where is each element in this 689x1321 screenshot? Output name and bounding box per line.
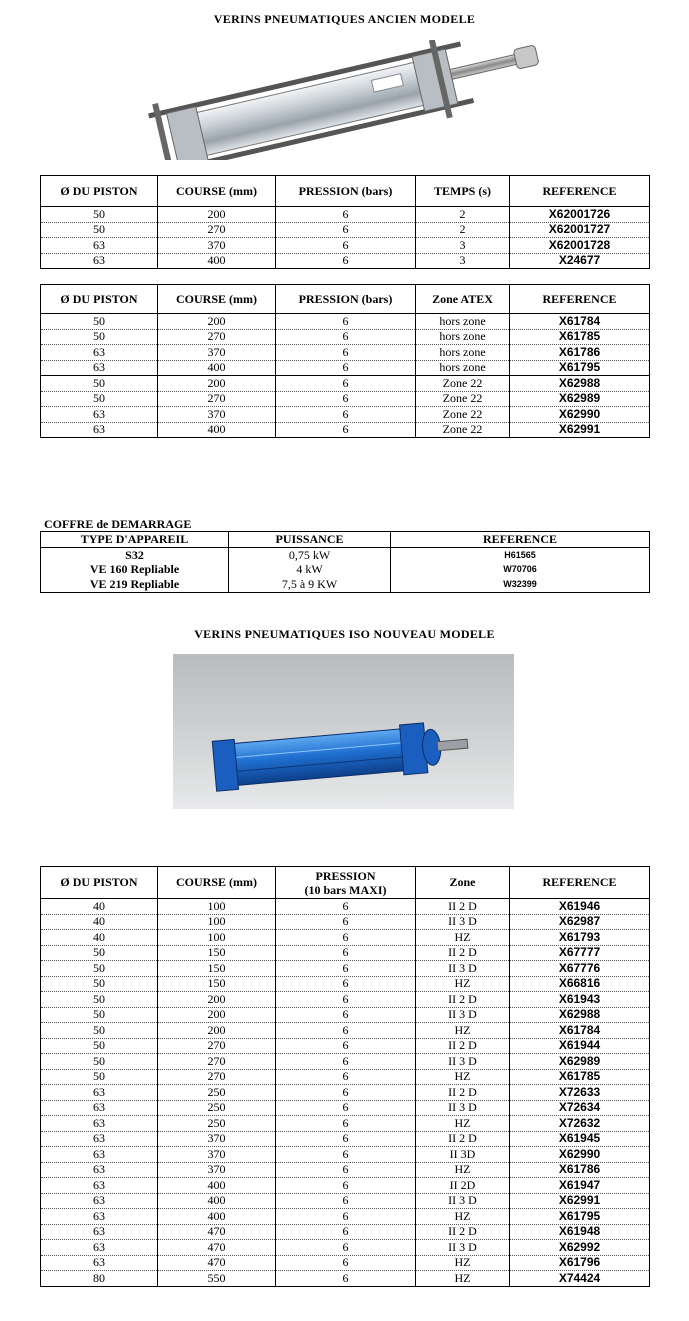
cell-puissance: 4 kW [229, 563, 391, 578]
cell-piston: 40 [41, 914, 158, 930]
table-body [41, 207, 650, 269]
table-row [41, 391, 650, 407]
cell-zone: HZ [416, 976, 510, 992]
table-row [41, 976, 650, 992]
cell-zone: HZ [416, 1023, 510, 1039]
cell-zone: II 2 D [416, 1131, 510, 1147]
table-row [41, 238, 650, 254]
table-row [41, 1193, 650, 1209]
cell-piston: 63 [93, 422, 105, 437]
cell-reference: X62991 [510, 422, 650, 438]
cell-zone: II 3 D [416, 1100, 510, 1116]
cell-piston: 40 [41, 899, 158, 915]
table-row [41, 345, 650, 361]
table-row [41, 577, 650, 592]
table-row [41, 329, 650, 345]
cell-reference: X67777 [510, 945, 650, 961]
table-header-row [41, 176, 650, 207]
header-reference: REFERENCE [510, 176, 650, 207]
cell-course: 370 [158, 345, 276, 361]
cell-pression: 6 [276, 1023, 416, 1039]
cell-course: 370 [158, 238, 276, 254]
cell-course: 250 [158, 1116, 276, 1132]
cell-pression: 6 [276, 1224, 416, 1240]
cell-piston: 50 [41, 1023, 158, 1039]
cell-zone: HZ [416, 1162, 510, 1178]
cell-pression: 6 [276, 222, 416, 238]
table-row [41, 945, 650, 961]
table-row [41, 1131, 650, 1147]
cell-pression: 6 [276, 1240, 416, 1256]
cell-zone-atex: hors zone [416, 314, 510, 330]
cell-pression: 6 [276, 976, 416, 992]
cell-pression: 6 [276, 930, 416, 946]
cell-pression: 6 [276, 1162, 416, 1178]
cell-piston: 63 [41, 238, 158, 254]
cell-piston: 50 [41, 992, 158, 1008]
cell-course: 270 [158, 1069, 276, 1085]
cell-piston: 50 [41, 961, 158, 977]
table-row [41, 1100, 650, 1116]
table-row [41, 1116, 650, 1132]
cell-reference: X62001727 [510, 222, 650, 238]
cell-course: 200 [158, 992, 276, 1008]
cell-course: 200 [158, 1007, 276, 1023]
cell-piston: 63 [41, 1240, 158, 1256]
cell-pression: 6 [276, 391, 416, 407]
cell-course: 400 [158, 1178, 276, 1194]
header-pression: PRESSION (bars) [276, 285, 416, 314]
cell-course: 100 [158, 899, 276, 915]
cell-reference: W32399 [391, 577, 650, 592]
header-reference: REFERENCE [510, 285, 650, 314]
cell-pression: 6 [276, 1178, 416, 1194]
cell-piston: 63 [93, 253, 105, 268]
cell-course: 250 [158, 1100, 276, 1116]
table-row [41, 1147, 650, 1163]
cell-zone-atex: Zone 22 [416, 376, 510, 392]
cell-reference: X61943 [510, 992, 650, 1008]
header-zone-atex: Zone ATEX [416, 285, 510, 314]
header-pression [276, 867, 416, 899]
cell-zone: II 3 D [416, 1054, 510, 1070]
cell-temps: 2 [416, 222, 510, 238]
cell-zone: HZ [416, 1069, 510, 1085]
cell-reference: X61796 [510, 1255, 650, 1271]
cell-piston: 63 [41, 407, 158, 423]
cell-reference: X61784 [510, 314, 650, 330]
cell-reference: X72633 [510, 1085, 650, 1101]
cell-pression: 6 [276, 238, 416, 254]
cell-reference: X62992 [510, 1240, 650, 1256]
cell-piston: 63 [41, 1193, 158, 1209]
cell-piston: 63 [41, 345, 158, 361]
cell-pression: 6 [276, 360, 416, 376]
header-course: COURSE (mm) [158, 176, 276, 207]
table-row [41, 207, 650, 223]
table-row [41, 1085, 650, 1101]
cell-piston: 63 [41, 1162, 158, 1178]
cell-reference: X61793 [510, 930, 650, 946]
table-row [41, 314, 650, 330]
cell-course: 200 [158, 207, 276, 223]
cell-pression: 6 [276, 1054, 416, 1070]
header-reference: REFERENCE [510, 867, 650, 899]
table-row [41, 1240, 650, 1256]
cell-course: 150 [158, 961, 276, 977]
cell-zone-atex: hors zone [416, 329, 510, 345]
table-row [41, 1178, 650, 1194]
cell-course: 270 [158, 1054, 276, 1070]
cell-pression: 6 [276, 899, 416, 915]
cell-course: 150 [158, 945, 276, 961]
cell-pression: 6 [276, 345, 416, 361]
cell-reference: H61565 [391, 548, 650, 563]
cell-reference: X61795 [510, 1209, 650, 1225]
cell-pression: 6 [276, 945, 416, 961]
cell-reference: X62001726 [510, 207, 650, 223]
cell-piston: 50 [41, 1007, 158, 1023]
cell-zone: II 3 D [416, 1193, 510, 1209]
header-type-appareil: TYPE D'APPAREIL [41, 532, 229, 548]
cell-zone-atex: hors zone [416, 345, 510, 361]
cell-reference: X61786 [510, 1162, 650, 1178]
table-row [41, 1007, 650, 1023]
cell-reference: X62987 [510, 914, 650, 930]
cell-pression: 6 [276, 992, 416, 1008]
table-row [41, 1054, 650, 1070]
cell-pression: 6 [276, 1085, 416, 1101]
cell-reference: X62988 [510, 376, 650, 392]
cell-course: 470 [158, 1224, 276, 1240]
table-row [41, 548, 650, 563]
cell-type-appareil: VE 219 Repliable [41, 577, 229, 592]
cell-pression: 6 [276, 1271, 416, 1287]
cell-zone: II 3 D [416, 914, 510, 930]
cell-reference: X62988 [510, 1007, 650, 1023]
cell-zone-atex: Zone 22 [416, 391, 510, 407]
table-body [41, 899, 650, 1287]
cell-reference: X61945 [510, 1131, 650, 1147]
table-ancien-modele [40, 175, 650, 269]
cell-reference: X61786 [510, 345, 650, 361]
cell-course: 200 [158, 1023, 276, 1039]
table-header-row [41, 285, 650, 314]
cell-zone-atex: Zone 22 [416, 422, 510, 438]
cell-course: 200 [158, 376, 276, 392]
header-piston: Ø DU PISTON [41, 176, 158, 207]
table-row [41, 1224, 650, 1240]
cell-piston: 63 [41, 1085, 158, 1101]
table-row [41, 930, 650, 946]
cell-piston: 50 [41, 1038, 158, 1054]
cell-piston: 40 [41, 930, 158, 946]
table-row [41, 1162, 650, 1178]
cell-puissance: 0,75 kW [229, 548, 391, 563]
cell-course: 370 [158, 407, 276, 423]
cell-reference: X62989 [510, 391, 650, 407]
table-row [41, 914, 650, 930]
header-piston: Ø DU PISTON [41, 867, 158, 899]
cell-pression: 6 [276, 1255, 416, 1271]
coffre-caption: COFFRE de DEMARRAGE [44, 517, 192, 531]
cell-pression: 6 [276, 376, 416, 392]
cell-course: 370 [158, 1147, 276, 1163]
cell-piston: 63 [41, 1147, 158, 1163]
table-atex [40, 284, 650, 438]
cell-reference: X74424 [510, 1271, 650, 1287]
table-header-row [41, 867, 650, 899]
cell-reference: X61946 [510, 899, 650, 915]
cell-course: 370 [158, 1162, 276, 1178]
cell-type-appareil: S32 [41, 548, 229, 563]
table-row [41, 1038, 650, 1054]
header-pression-line1: PRESSION [315, 868, 376, 883]
cell-zone: II 2 D [416, 1224, 510, 1240]
cell-course: 150 [158, 976, 276, 992]
header-reference: REFERENCE [391, 532, 650, 548]
cell-pression: 6 [276, 329, 416, 345]
cell-piston: 50 [41, 1054, 158, 1070]
cylinder-old-model-image [140, 40, 550, 160]
cell-course: 370 [158, 1131, 276, 1147]
header-pression-line2: (10 bars MAXI) [304, 882, 387, 897]
cell-pression: 6 [276, 1007, 416, 1023]
cell-course: 400 [158, 360, 276, 376]
cell-pression: 6 [276, 961, 416, 977]
table-row [41, 992, 650, 1008]
cell-course: 400 [158, 253, 276, 269]
cell-pression: 6 [276, 1209, 416, 1225]
cell-pression: 6 [276, 1069, 416, 1085]
cell-zone: HZ [416, 1271, 510, 1287]
cell-course: 270 [158, 222, 276, 238]
cylinder-iso-model-image [173, 654, 514, 809]
header-piston: Ø DU PISTON [41, 285, 158, 314]
header-temps: TEMPS (s) [416, 176, 510, 207]
table-row [41, 1023, 650, 1039]
cell-zone: HZ [416, 1116, 510, 1132]
cell-zone: II 2 D [416, 1038, 510, 1054]
cell-course: 270 [158, 329, 276, 345]
cell-zone: HZ [416, 930, 510, 946]
table-row [41, 899, 650, 915]
table-row [41, 360, 650, 376]
cell-reference: X61784 [510, 1023, 650, 1039]
cell-zone: II 2 D [416, 1085, 510, 1101]
header-pression: PRESSION (bars) [276, 176, 416, 207]
cell-course: 470 [158, 1255, 276, 1271]
cell-piston: 50 [41, 391, 158, 407]
table-body [41, 548, 650, 593]
table-row [41, 1271, 650, 1287]
cell-reference: X66816 [510, 976, 650, 992]
cell-piston: 80 [93, 1270, 105, 1285]
cell-zone: II 3D [416, 1147, 510, 1163]
cell-course: 270 [158, 391, 276, 407]
cell-piston: 50 [41, 329, 158, 345]
cell-course: 400 [158, 1209, 276, 1225]
cell-temps: 2 [416, 207, 510, 223]
cell-course: 270 [158, 1038, 276, 1054]
cell-course: 100 [158, 930, 276, 946]
cell-pression: 6 [276, 253, 416, 269]
cell-piston: 50 [41, 222, 158, 238]
cell-reference: X62001728 [510, 238, 650, 254]
cell-zone: II 3 D [416, 1007, 510, 1023]
cell-pression: 6 [276, 1038, 416, 1054]
cell-reference: X61795 [510, 360, 650, 376]
cell-pression: 6 [276, 914, 416, 930]
cell-piston: 63 [41, 1116, 158, 1132]
cell-pression: 6 [276, 422, 416, 438]
cell-course: 400 [158, 422, 276, 438]
cell-course: 100 [158, 914, 276, 930]
cell-piston: 63 [41, 360, 158, 376]
table-body [41, 314, 650, 438]
cell-zone: II 2 D [416, 899, 510, 915]
cell-reference: X72634 [510, 1100, 650, 1116]
cell-piston: 50 [41, 945, 158, 961]
cell-reference: X24677 [510, 253, 650, 269]
cell-zone: II 2 D [416, 945, 510, 961]
table-row [41, 407, 650, 423]
cell-reference: X61785 [510, 1069, 650, 1085]
section-title-ancien-modele: VERINS PNEUMATIQUES ANCIEN MODELE [213, 12, 476, 26]
table-row [41, 1255, 650, 1271]
table-row [41, 422, 650, 438]
table-row [41, 253, 650, 269]
cell-course: 250 [158, 1085, 276, 1101]
cell-piston: 50 [41, 314, 158, 330]
cell-reference: X72632 [510, 1116, 650, 1132]
table-row [41, 563, 650, 578]
cell-pression: 6 [276, 407, 416, 423]
cell-reference: X61947 [510, 1178, 650, 1194]
cell-reference: X62990 [510, 407, 650, 423]
header-course: COURSE (mm) [158, 867, 276, 899]
cell-zone: II 3 D [416, 961, 510, 977]
cell-reference: W70706 [391, 563, 650, 578]
header-zone: Zone [416, 867, 510, 899]
cell-piston: 50 [41, 1069, 158, 1085]
cell-piston: 50 [41, 376, 158, 392]
cell-pression: 6 [276, 1116, 416, 1132]
table-row [41, 961, 650, 977]
cell-piston: 63 [41, 1255, 158, 1271]
cell-pression: 6 [276, 1193, 416, 1209]
cell-puissance: 7,5 à 9 KW [229, 577, 391, 592]
table-iso-nouveau-modele [40, 866, 650, 1287]
cell-reference: X62990 [510, 1147, 650, 1163]
cell-piston: 50 [41, 207, 158, 223]
cell-pression: 6 [276, 207, 416, 223]
cell-temps: 3 [416, 253, 510, 269]
table-header-row [41, 532, 650, 548]
cell-zone: II 2 D [416, 992, 510, 1008]
cell-course: 400 [158, 1193, 276, 1209]
header-puissance: PUISSANCE [229, 532, 391, 548]
cell-type-appareil: VE 160 Repliable [41, 563, 229, 578]
cell-reference: X61944 [510, 1038, 650, 1054]
cell-pression: 6 [276, 1131, 416, 1147]
section-title-iso-nouveau-modele: VERINS PNEUMATIQUES ISO NOUVEAU MODELE [194, 627, 495, 641]
table-row [41, 1209, 650, 1225]
cell-reference: X61948 [510, 1224, 650, 1240]
cell-reference: X62991 [510, 1193, 650, 1209]
cell-course: 550 [158, 1271, 276, 1287]
cell-piston: 63 [41, 1131, 158, 1147]
cell-zone: II 3 D [416, 1240, 510, 1256]
cell-pression: 6 [276, 314, 416, 330]
cell-piston: 50 [41, 976, 158, 992]
cell-temps: 3 [416, 238, 510, 254]
cell-zone-atex: Zone 22 [416, 407, 510, 423]
cell-reference: X61785 [510, 329, 650, 345]
cell-piston: 63 [41, 1209, 158, 1225]
cell-piston: 63 [41, 1100, 158, 1116]
cell-pression: 6 [276, 1100, 416, 1116]
header-course: COURSE (mm) [158, 285, 276, 314]
cell-zone-atex: hors zone [416, 360, 510, 376]
table-coffre-demarrage [40, 531, 650, 593]
cell-piston: 63 [41, 1178, 158, 1194]
cell-pression: 6 [276, 1147, 416, 1163]
table-row [41, 376, 650, 392]
cell-reference: X62989 [510, 1054, 650, 1070]
cell-course: 200 [158, 314, 276, 330]
table-row [41, 222, 650, 238]
cell-zone: II 2D [416, 1178, 510, 1194]
cell-piston: 63 [41, 1224, 158, 1240]
cell-reference: X67776 [510, 961, 650, 977]
cell-course: 470 [158, 1240, 276, 1256]
cell-zone: HZ [416, 1209, 510, 1225]
table-row [41, 1069, 650, 1085]
cell-zone: HZ [416, 1255, 510, 1271]
